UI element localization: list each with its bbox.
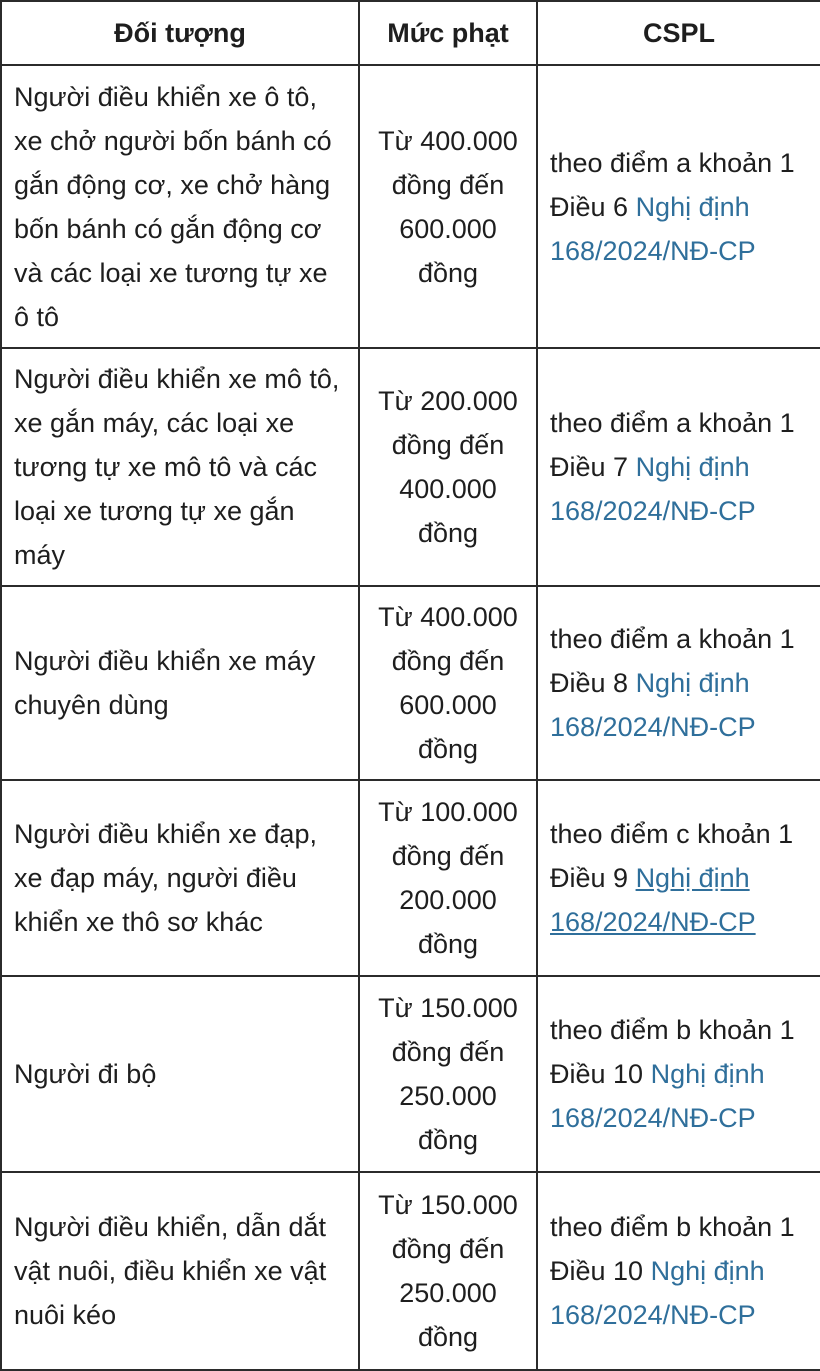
table-row bbox=[1, 1172, 820, 1370]
fine-cell: Từ 400.000 đồng đến 600.000 đồng bbox=[359, 586, 537, 780]
cspl-text: theo điểm a khoản 1 Điều 6 bbox=[550, 147, 795, 222]
decree-link[interactable]: Nghị định 168/2024/NĐ-CP bbox=[550, 668, 756, 742]
table-header-row bbox=[1, 1, 820, 65]
decree-link[interactable]: Nghị định 168/2024/NĐ-CP bbox=[550, 1059, 765, 1133]
cspl-text: theo điểm a khoản 1 Điều 7 bbox=[550, 408, 795, 482]
decree-link[interactable]: Nghị định 168/2024/NĐ-CP bbox=[550, 1256, 765, 1330]
decree-link[interactable]: Nghị định 168/2024/NĐ-CP bbox=[550, 452, 756, 526]
subject-cell: Người điều khiển xe mô tô, xe gắn máy, các loại xe tương tự xe mô tô và các loại xe tương tự xe gắn máy bbox=[1, 348, 359, 586]
cspl-cell bbox=[537, 976, 820, 1172]
subject-cell: Người điều khiển xe đạp, xe đạp máy, người điều khiển xe thô sơ khác bbox=[1, 780, 359, 976]
cspl-cell bbox=[537, 1172, 820, 1370]
table-row bbox=[1, 586, 820, 780]
decree-link[interactable]: Nghị định 168/2024/NĐ-CP bbox=[550, 191, 756, 266]
table-row bbox=[1, 976, 820, 1172]
header-subject: Đối tượng bbox=[1, 1, 359, 65]
fine-cell: Từ 200.000 đồng đến 400.000 đồng bbox=[359, 348, 537, 586]
fine-cell: Từ 150.000 đồng đến 250.000 đồng bbox=[359, 1172, 537, 1370]
decree-link[interactable]: Nghị định 168/2024/NĐ-CP bbox=[550, 863, 756, 937]
cspl-cell bbox=[537, 586, 820, 780]
subject-cell: Người điều khiển, dẫn dắt vật nuôi, điều khiển xe vật nuôi kéo bbox=[1, 1172, 359, 1370]
fine-cell: Từ 100.000 đồng đến 200.000 đồng bbox=[359, 780, 537, 976]
table-row bbox=[1, 348, 820, 586]
table-row bbox=[1, 65, 820, 348]
header-fine: Mức phạt bbox=[359, 1, 537, 65]
table-row bbox=[1, 780, 820, 976]
fine-cell: Từ 400.000 đồng đến 600.000 đồng bbox=[359, 65, 537, 348]
cspl-text: theo điểm b khoản 1 Điều 10 bbox=[550, 1015, 795, 1089]
cspl-text: theo điểm c khoản 1 Điều 9 bbox=[550, 819, 794, 893]
subject-cell: Người điều khiển xe ô tô, xe chở người bốn bánh có gắn động cơ, xe chở hàng bốn bánh có gắn động cơ và các loại xe tương tự xe ô tô bbox=[1, 65, 359, 348]
cspl-text: theo điểm b khoản 1 Điều 10 bbox=[550, 1212, 795, 1286]
cspl-text: theo điểm a khoản 1 Điều 8 bbox=[550, 624, 795, 698]
fine-cell: Từ 150.000 đồng đến 250.000 đồng bbox=[359, 976, 537, 1172]
subject-cell: Người đi bộ bbox=[1, 976, 359, 1172]
cspl-cell bbox=[537, 348, 820, 586]
subject-cell: Người điều khiển xe máy chuyên dùng bbox=[1, 586, 359, 780]
header-cspl: CSPL bbox=[537, 1, 820, 65]
cspl-cell bbox=[537, 65, 820, 348]
cspl-cell bbox=[537, 780, 820, 976]
